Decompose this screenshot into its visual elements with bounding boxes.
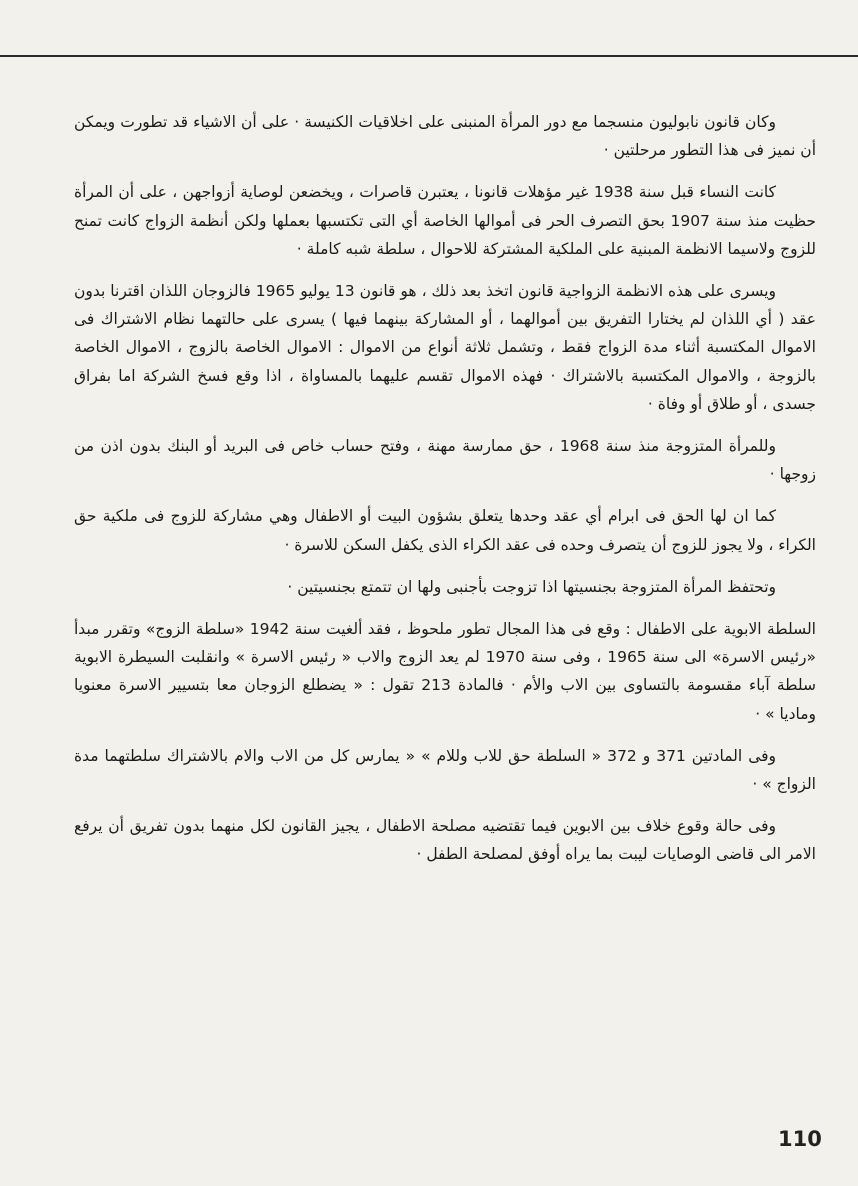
paragraph: السلطة الابوية على الاطفال : وقع فى هذا المجال تطور ملحوظ ، فقد ألغيت سنة 1942 «سلطة الزوج» وتقرر مبدأ «رئيس الاسرة» الى سنة 1965 ، وفى سنة 1970 لم يعد الزوج والاب « رئيس الاسرة » وانقلبت السيطرة الابوية سلطة آباء مقسومة بالتساوى بين الاب والأم · فالمادة 213 تقول : « يضطلع الزوجان معا بتسيير الاسرة معنويا وماديا » · [74,620,816,723]
paragraph: وفى المادتين 371 و 372 « السلطة حق للاب وللام » « يمارس كل من الاب والام بالاشتراك سلطتهما مدة الزواج » · [74,746,816,794]
page-body [74,108,816,883]
paragraph: ويسرى على هذه الانظمة الزواجية قانون اتخذ بعد ذلك ، هو قانون 13 يوليو 1965 فالزوجان اللذان اقترنا بدون عقد ( أي اللذان لم يختارا التفريق بين أموالهما ، أو المشاركة بينهما فيها ) يسرى على حالتهما نظام الاشتراك فى الاموال المكتسبة أثناء مدة الزواج فقط ، وتشمل ثلاثة أنواع من الاموال : الاموال الخاصة بالزوج ، الاموال الخاصة بالزوجة ، والاموال المكتسبة بالاشتراك · فهذه الاموال تقسم عليهما بالمساواة ، اذا وقع فسخ الشركة اما بفراق جسدى ، أو طلاق أو وفاة · [74,282,816,413]
paragraph: وفى حالة وقوع خلاف بين الابوين فيما تقتضيه مصلحة الاطفال ، يجيز القانون لكل منهما بدون تفريق أن يرفع الامر الى قاضى الوصايات ليبت بما يراه أوفق لمصلحة الطفل · [74,817,816,864]
page-number: 110 [778,1127,822,1151]
paragraph: كما ان لها الحق فى ابرام أي عقد وحدها يتعلق بشؤون البيت أو الاطفال وهي مشاركة للزوج فى ملكية حق الكراء ، ولا يجوز للزوج أن يتصرف وحده فى عقد الكراء الذى يكفل السكن للاسرة · [74,507,816,554]
paragraph: كانت النساء قبل سنة 1938 غير مؤهلات قانونا ، يعتبرن قاصرات ، ويخضعن لوصاية أزواجهن ، على أن المرأة حظيت منذ سنة 1907 بحق التصرف الحر فى أموالها الخاصة أي التى تكتسبها بعملها ولكن أنظمة الزواج كانت تمنح للزوج ولاسيما الانظمة المبنية على الملكية المشتركة للاحوال ، سلطة شبه كاملة · [74,183,816,258]
paragraph: وكان قانون نابوليون منسجما مع دور المرأة المنبنى على اخلاقيات الكنيسة · على أن الاشياء قد تطورت ويمكن أن نميز فى هذا التطور مرحلتين · [74,113,816,160]
paragraph: وتحتفظ المرأة المتزوجة بجنسيتها اذا تزوجت بأجنبى ولها ان تتمتع بجنسيتين · [287,577,776,596]
paragraph: وللمرأة المتزوجة منذ سنة 1968 ، حق ممارسة مهنة ، وفتح حساب خاص فى البريد أو البنك بدون اذن من زوجها · [74,437,816,484]
header-rule [0,55,858,57]
